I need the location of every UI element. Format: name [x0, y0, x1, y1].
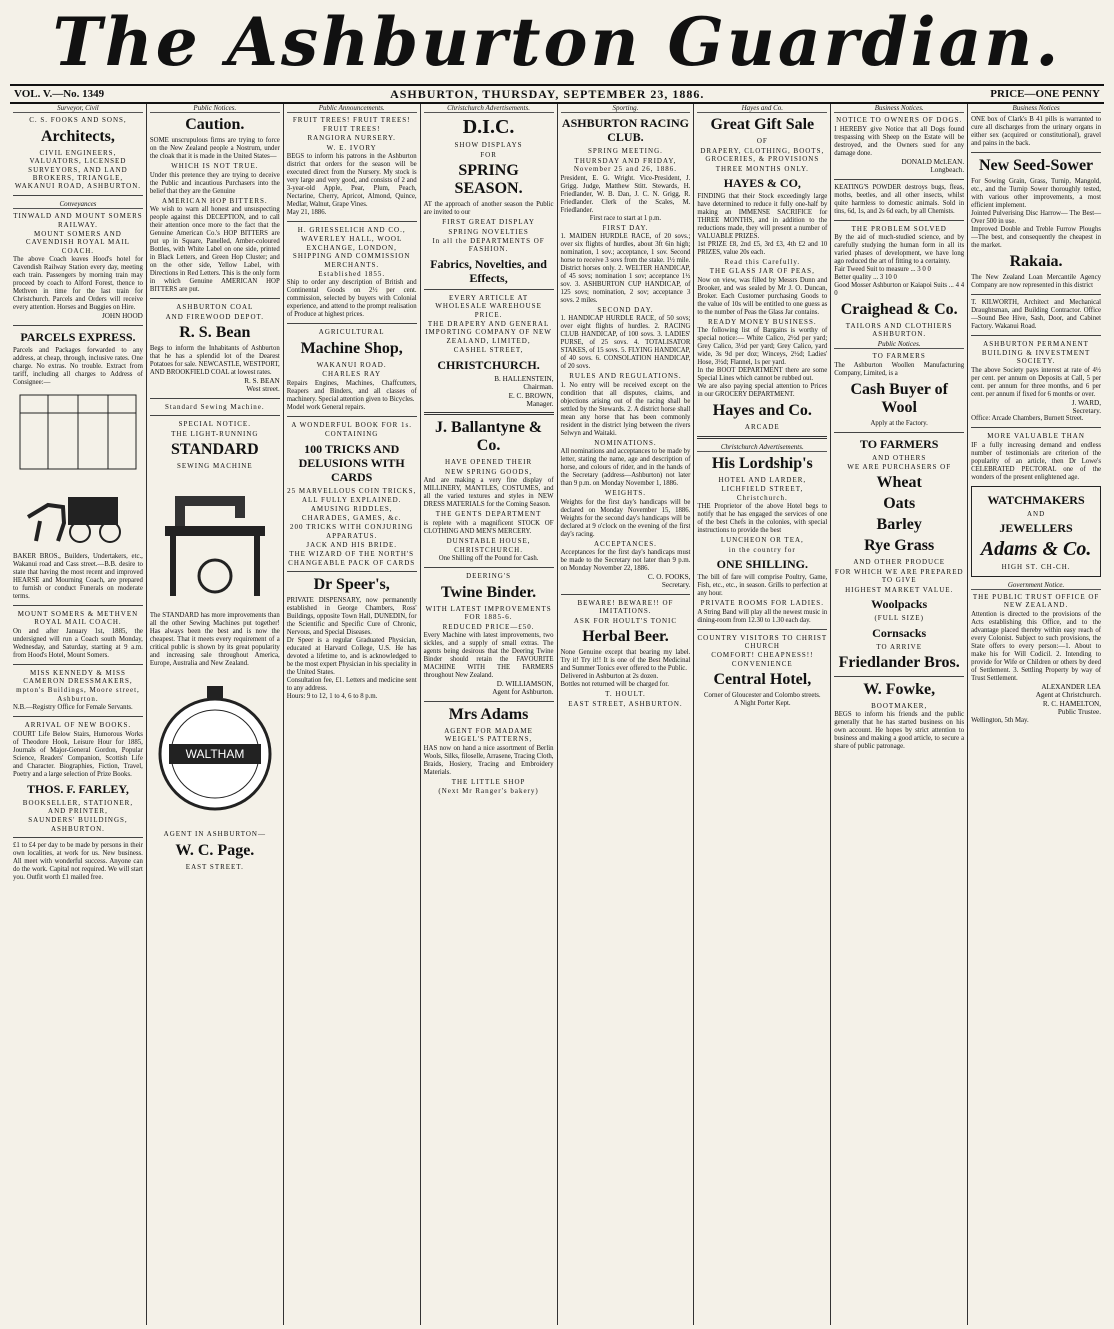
ad-subheading: FOR WHICH WE ARE PREPARED TO GIVE [834, 567, 964, 585]
ad-address: LICHFIELD STREET, Christchurch. [721, 485, 804, 502]
ad-text: is replete with a magnificent STOCK OF CLOTHING AND MEN'S MERCERY. [423, 519, 554, 535]
ad-heading: Rye Grass [864, 537, 935, 555]
ad-heading: NOTICE TO OWNERS OF DOGS. [836, 116, 963, 125]
ad-address: EAST STREET. [185, 862, 244, 871]
ad-heading: W. Fowke, [863, 680, 936, 698]
ad-subheading: RULES AND REGULATIONS. [569, 372, 682, 381]
ad-signature: C. O. FOOKS, [647, 573, 691, 582]
ad-text: AT the approach of another season the Public are invited to our [423, 201, 554, 217]
ad-text: BEGS to inform his friends and the public generally that he has started business on his own account. He hopes by strict attention to business and making a good article, to secure a share of public patronage. [834, 711, 965, 751]
ad-subheading: DRAPERY, CLOTHING, BOOTS, GROCERIES, & PROVISIONS [700, 146, 825, 164]
ad-text: HAS now on hand a nice assortment of Berlin Wools, Silks, filoselle, Arrasene, Tracing Cloth, Braids, Hosiery, Tracing and Embroidery Materials. [423, 744, 554, 776]
ad-signature: Agent for Ashburton. [492, 688, 554, 697]
ad-subheading: COMFORT! CHEAPNESS!! CONVENIENCE [711, 651, 814, 668]
ad-heading: ONE SHILLING. [716, 557, 808, 572]
ad-subheading: Established 1855. [318, 270, 386, 279]
ad-text: £1 to £4 per day to be made by persons in their own localities, at work for us. New business. All meet with wonderful success. Anyone can do the work. Capital not required. We will start you. Outfit worth £1 mailed free. [13, 842, 143, 882]
ad-address: ARCADE [744, 423, 780, 432]
column-3 [283, 104, 420, 1325]
ad-subheading: BOOTMAKER, [871, 701, 928, 710]
ad-subheading: ASK FOR HOULT'S TONIC [573, 616, 678, 625]
ad-heading: BEWARE! BEWARE!! OF IMITATIONS. [577, 598, 674, 616]
section-header: Christchurch Advertisements. [697, 443, 827, 452]
ad-heading: Craighead & Co. [840, 301, 958, 319]
ad-text: The STANDARD has more improvements than all the other Sewing Machines put together! Has always been the best and is now the cheapest. That it meets every requirement of a critical public is shown by its great popularity and increasing sale throughout America, Europe, Australia and New Zealand. [149, 612, 280, 668]
ad-text: Weights for the first day's handicaps will be declared on Monday November 15, 1886. Weights for the second day's handicaps will be declared at 9 o'clock on the evening of the first day's racing. [560, 498, 691, 538]
ad-text: COURT Life Below Stairs, Humorous Works of Theodore Hook, Leisure Hour for 1885, Journals of Major-General Gordon, Popular Science, Readers' Companion, Scottish Life and Character. Biographies, Fiction, Travel, Poetry and a large selection of Prize Books. [13, 730, 143, 778]
ad-subheading: OF [756, 137, 768, 146]
ad-text: Delivered in Ashburton at 2s dozen. [560, 673, 659, 681]
ad-address: Office: Arcade Chambers, Burnett Street. [971, 415, 1084, 423]
ad-subheading: NOMINATIONS. [594, 438, 657, 447]
ad-heading: H. GRIESSELICH AND CO., [297, 226, 406, 235]
ad-text: All nominations and acceptances to be made by letter, stating the name, age and description of horse, and colours of rider, and in the hands of the Secretary (address—Ashburton) not later than 9 p.m. on Monday November 1, 1886. [560, 448, 691, 488]
column-4 [420, 104, 557, 1325]
ad-subheading: CHARLES RAY [322, 370, 382, 379]
ad-subheading: BOOKSELLER, STATIONER, AND PRINTER, [22, 798, 134, 815]
ad-subheading: DEERING'S [466, 572, 511, 581]
ad-address: SAUNDERS' BUILDINGS, ASHBURTON. [28, 816, 128, 833]
price-line: Good Mosser Ashburton or Kaiapoi Suits ... 4 4 0 [834, 282, 965, 298]
ad-signature: D. WILLIAMSON, [496, 679, 554, 688]
ad-text: Hours: 9 to 12, 1 to 4, 6 to 8 p.m. [286, 693, 378, 701]
ad-heading: Woolpacks [871, 597, 928, 612]
ad-text: IF a fully increasing demand and endless number of testimonials are criterion of the popularity of an article, then Dr Lowe's CELEBRATED PECTORAL one of the wonders of the present enlightened age. [971, 441, 1101, 481]
ad-heading: JEWELLERS [999, 521, 1073, 536]
ad-subheading: CHRISTCHURCH. [454, 545, 523, 554]
ad-heading: Great Gift Sale [710, 116, 815, 134]
ad-subheading: AND FIREWOOD DEPOT. [165, 312, 265, 321]
ad-heading: R. S. Bean [179, 324, 251, 342]
column-6 [693, 104, 830, 1325]
ad-heading: MISS KENNEDY & MISS CAMERON DRESSMAKERS, [23, 668, 133, 685]
ad-heading: Caution. [185, 116, 245, 134]
ad-signature: R. S. BEAN [244, 377, 280, 386]
ad-heading: His Lordship's [711, 455, 813, 473]
ad-text: The above Society pays interest at rate of 4½ per cent. per annum on Deposits at Call, 5 per cent. per annum for three months, and 6 per cent. per annum if fixed for 6 months or over. [971, 366, 1101, 398]
ad-subheading: READY MONEY BUSINESS. [708, 317, 817, 326]
ad-text: Acceptances for the first day's handicaps must be made to the Secretary not later than 9 p.m. on Monday November 22, 1886. [560, 549, 691, 573]
column-5 [557, 104, 694, 1325]
ad-text: Dr Speer is a regular Graduated Physician, educated at Harvard College, U.S. He has devoted a lifetime to, and is acknowledged to be the most expert Physician in his speciality in the United States. [286, 637, 417, 677]
ad-signature: DONALD McLEAN. [901, 157, 965, 166]
ad-heading: SPECIAL NOTICE. [178, 420, 251, 429]
ad-text: The Ashburton Woollen Manufacturing Company, Limited, is a [834, 361, 965, 377]
ad-text: Bottles not returned will be charged for. [560, 681, 669, 689]
section-header: Business Notices [971, 104, 1101, 113]
ad-subheading: SPRING MEETING. [587, 147, 663, 156]
masthead-title: The Ashburton Guardian. [52, 3, 1062, 81]
ad-text: Every Machine with latest improvements, two sickles, and a supply of small extras. The agents being desirous that the Deering Twine Binder should retain the FAVOURITE MACHINE WITH THE FARMERS throughout New Zealand. [423, 631, 554, 679]
ad-subheading: JACK AND HIS BRIDE. [306, 540, 397, 549]
ad-text: PRIVATE DISPENSARY, now permanently established in George Chambers, Ross' Buildings, opposite Town Hall, DUNEDIN, for the Scientific and Specific Cure of Chronic, Nervous, and Special Diseases. [286, 597, 417, 637]
ad-subheading: ACCEPTANCES. [593, 539, 657, 548]
ad-heading: Mrs Adams [448, 705, 529, 723]
ad-text: The above Coach leaves Hood's hotel for Cavendish Railway Station every day, meeting each train. Passengers by morning train may proceed by coach to Alford Forest, thence to Methven in time for the last train for Christchurch. Parcels and Orders will receive every attention. Horses and Buggies on Hire. [13, 256, 143, 312]
ad-text: None Genuine except that bearing my label. Try it! Try it!! It is one of the Best Medicinal and Summer Tonics ever offered to the Public. [560, 649, 691, 673]
ad-subheading: EVERY ARTICLE AT WHOLESALE WAREHOUSE PRICE. [435, 293, 542, 319]
ad-subheading: MOUNT SOMERS AND CAVENDISH ROYAL MAIL COACH. [25, 230, 130, 255]
ad-text: We wish to warn all honest and unsuspecting people against this DECEPTION, and to call their attention once more to the fact that the Genuine American Co.'s HOP BITTERS are put up in Square, Panelled, Amber-coloured Bottles, with White Label on one side, printed in Black Letters, and Green Hop Cluster; and on the other side, Yellow Label, with Directions in Red Letters. This is the only form in which Genuine AMERICAN HOP BITTERS are put. [149, 206, 280, 294]
ad-heading: Rakaia. [1009, 253, 1063, 271]
ad-heading: THE PROBLEM SOLVED [851, 224, 947, 233]
ad-subheading: In all the DEPARTMENTS OF FASHION. [432, 237, 545, 254]
section-header: Business Notices. [834, 104, 964, 113]
ad-address: (Next Mr Ranger's bakery) [438, 787, 539, 795]
ad-heading: ARRIVAL OF NEW BOOKS. [24, 721, 132, 730]
ad-subheading: AGENT FOR MADAME WEIGEL'S PATTERNS, [444, 726, 533, 744]
waltham-watch-illustration [155, 674, 275, 824]
ad-subheading: REDUCED PRICE—£50. [442, 622, 535, 631]
ad-heading: Standard Sewing Machine. [165, 402, 265, 411]
section-header: Sporting. [561, 104, 691, 113]
ad-subheading: THURSDAY AND FRIDAY, November 25 and 26, 1886. [573, 156, 678, 174]
ad-text: The following list of Bargains is worthy of special notice:— White Calico, 2½d per yard; Grey Calico, 3½d per yard; Grey Calico, yard wide, 3s 9d per doz; Winceys, 2½d; Ladies' Hose, 3½d; Flannel, 1s per yard. [697, 327, 828, 367]
ad-heading: Adams & Co. [980, 538, 1092, 561]
ad-text: One Shilling off the Pound for Cash. [438, 555, 539, 563]
ad-heading: ASHBURTON COAL [176, 303, 254, 312]
ad-heading: THOS. F. FARLEY, [26, 781, 129, 796]
ad-heading: W. C. Page. [175, 841, 255, 859]
ad-signature: R. C. HAMELTON, [1042, 699, 1101, 708]
ad-heading: Dr Speer's, [313, 576, 390, 594]
ad-heading: SPRING SEASON. [454, 162, 523, 198]
section-header: Public Announcements. [287, 104, 417, 113]
ad-subheading: THE WIZARD OF THE NORTH'S CHANGEABLE PACK OF CARDS [288, 550, 416, 567]
ad-text: The New Zealand Loan Mercantile Agency Company are now represented in this district [971, 274, 1101, 290]
ad-date: May 21, 1886. [286, 209, 327, 217]
ad-heading: Cash Buyer of Wool [850, 380, 948, 416]
ad-heading: THE PUBLIC TRUST OFFICE OF NEW ZEALAND. [972, 593, 1100, 610]
ad-subheading: SEWING MACHINE [176, 462, 253, 471]
ad-heading: MORE VALUABLE THAN [987, 432, 1085, 441]
ad-heading: A WONDERFUL BOOK FOR 1s. [291, 420, 413, 429]
ad-heading: 100 TRICKS AND DELUSIONS WITH CARDS [298, 441, 405, 484]
ad-text: Parcels and Packages forwarded to any address, at cheap, through, inclusive rates. One charge. No extras. No trouble. Extract from tariff, including all charges to Address of Consignee:— [13, 346, 143, 386]
ad-text: SOME unscrupulous firms are trying to force on the New Zealand people a Nostrum, under the cloak that it is made in the United States— [149, 137, 280, 161]
ad-signature: Chairman. [523, 383, 554, 392]
ad-subheading: THE LIGHT-RUNNING [171, 429, 259, 438]
ad-subheading: AMUSING RIDDLES, CHARADES, GAMES, &c. [301, 505, 402, 522]
ad-heading: TO FARMERS [859, 436, 939, 451]
ad-text: N.B.—Registry Office for Female Servants. [13, 704, 133, 712]
ad-subheading: AND OTHERS [872, 453, 927, 462]
ad-text: Under this pretence they are trying to deceive the Public and incautious Purchasers into the belief that they are the Genuine [149, 171, 280, 195]
ad-text: The bill of fare will comprise Poultry, Game, Fish, etc., etc., in season. Grills to perfection at any hour. [697, 574, 828, 598]
ad-date: Wellington, 5th May. [971, 716, 1029, 724]
ad-subheading: COUNTRY VISITORS TO CHRIST CHURCH [697, 633, 828, 650]
ad-heading: WATCHMAKERS [987, 492, 1085, 507]
ad-subheading: WITH LATEST IMPROVEMENTS FOR 1885-6. [425, 604, 552, 622]
ad-subheading: SPRING NOVELTIES [448, 227, 529, 236]
ad-subheading: THE GENTS DEPARTMENT [435, 510, 542, 519]
ad-text: I HEREBY give Notice that all Dogs found trespassing with Sheep on the Estate will be destroyed, and the Owners sued for any damage done. [834, 125, 965, 157]
ad-signature: Secretary. [661, 581, 691, 590]
ad-subheading: HOTEL AND LARDER, [718, 476, 807, 485]
ad-text: 1. MAIDEN HURDLE RACE, of 20 sovs.; over six flights of hurdles, about 3ft 6in high; nomination, 1 sov.; acceptance, 1 sov. Second horse to receive 3 sovs from the stake. 1½ mile. District horses only. 2. WELTER HANDICAP, of 45 sovs; nomination 1 sov; acceptance 1½ sov. 3. ASHBURTON CUP HANDICAP, of 125 sovs; nomination, 2 sov; acceptance 3 sovs. 2 miles. [560, 233, 691, 305]
ad-subheading: SECOND DAY. [597, 306, 654, 315]
section-header: Government Notice. [971, 581, 1101, 590]
svg-text:WALTHAM: WALTHAM [185, 747, 245, 762]
section-header: Public Notices. [834, 340, 964, 349]
ad-heading: Friedlander Bros. [838, 653, 960, 671]
dateline [10, 84, 1104, 104]
ad-subheading: CONTAINING [324, 430, 379, 439]
ad-heading: D.I.C. [462, 116, 515, 139]
volume-number: VOL. V.—No. 1349 [14, 88, 105, 100]
ad-text: On and after January 1st, 1885, the undersigned will run a Coach south Monday, Wednesday, and Saturday, starting at 9 a.m. from Hood's Hotel, Mount Somers. [13, 627, 143, 659]
ad-signature: Public Trustee. [1057, 708, 1101, 717]
ad-text: Now on view, was filled by Messrs Dunn and Brooker, and was sealed by Mr J. O. Duncan, Broker. Each Customer purchasing Goods to the value of 10s will be entitled to one guess as to the number of Peas the Glass Jar contains. [697, 276, 828, 316]
ad-subheading: WE ARE PURCHASERS OF [847, 463, 952, 472]
ad-text: 1. HANDICAP HURDLE RACE, of 50 sovs; over eight flights of hurdles. 2. RACING CLUB HANDICAP, of 100 sovs. 3. LADIES' PURSE, of 25 sovs. 4. TOTALISATOR STAKES, of 15 sovs. 5. FLYING HANDICAP, of 40 sovs. 6. CONSOLATION HANDICAP, of 20 sovs. [560, 315, 691, 371]
column-2 [146, 104, 283, 1325]
ad-heading: TINWALD AND MOUNT SOMERS RAILWAY. [13, 212, 143, 229]
column-8 [967, 104, 1104, 1325]
ad-subheading: CASHEL STREET, [453, 346, 524, 355]
ad-subheading: THE DRAPERY AND GENERAL IMPORTING COMPANY OF NEW ZEALAND, LIMITED, [425, 320, 552, 345]
ad-signature: ALEXANDER LEA [1041, 682, 1101, 691]
ad-subheading: FIRST GREAT DISPLAY [442, 218, 535, 227]
ad-text: 1. No entry will be received except on the condition that all disputes, claims, and objections arising out of the racing shall be settled by the Stewards. 2. A district horse shall mean any horse that has been commonly resident in the district lying between the rivers Selwyn and Waitaki. [560, 381, 691, 437]
ad-firm: C. S. FOOKS AND SONS, [29, 116, 127, 125]
ad-subheading: WHICH IS NOT TRUE. [171, 162, 259, 171]
ad-text: Consultation fee, £1. Letters and medicine sent to any address. [286, 677, 417, 693]
ad-subheading: NEW SPRING GOODS, [445, 467, 533, 476]
ad-text: For Sowing Grain, Grass, Turnip, Mangold, etc., and the Turnip Sower thoroughly tested, with various other improvements, a most efficient implement. [971, 178, 1101, 210]
ad-heading: ASHBURTON RACING CLUB. [561, 116, 689, 145]
ad-subheading: SHOW DISPLAYS [454, 141, 523, 150]
ad-subheading: AGENT IN ASHBURTON— [163, 830, 266, 839]
ad-subheading: FOR [480, 150, 497, 159]
masthead [0, 0, 1114, 84]
ad-address: Corner of Gloucester and Colombo streets. [703, 692, 821, 700]
ad-subheading: HAVE OPENED THEIR [444, 458, 533, 467]
ad-subheading: DUNSTABLE HOUSE, [446, 536, 531, 545]
ad-signature: Manager. [526, 399, 554, 408]
ad-subheading: THREE MONTHS ONLY. [715, 164, 809, 173]
ad-text: ONE box of Clark's B 41 pills is warranted to cure all discharges from the urinary organs in either sex (acquired or constitutional), gravel and pains in the back. [971, 116, 1101, 148]
ad-address: HIGH ST. CH-CH. [1001, 563, 1071, 572]
ad-subheading: THE GLASS JAR OF PEAS, [709, 267, 815, 276]
ad-heading: MOUNT SOMERS & METHVEN ROYAL MAIL COACH. [17, 609, 139, 627]
ad-text: President, E. G. Wright. Vice-President, J. Grigg. Judge, Matthew Stitt. Stewards, H. Friedlander, W. B. Dan, J. C. N. Grigg, R. Friedlander. Clerk of the Scales, M. Friedlander. [560, 174, 691, 214]
ad-heading: Barley [876, 516, 922, 534]
ad-signature: Longbeach. [930, 166, 965, 175]
ad-text: 1st PRIZE £8, 2nd £5, 3rd £3, 4th £2 and 10 PRIZES, value 20s each. [697, 241, 828, 257]
ad-subheading: LUNCHEON OR TEA, [720, 536, 804, 545]
ad-subheading: WAVERLEY HALL, WOOL EXCHANGE, LONDON, SHIPPING AND COMMISSION MERCHANTS. [292, 235, 411, 269]
ad-subheading: RANGIORA NURSERY. [307, 134, 396, 143]
ad-text: And are making a very fine display of MILLINERY, MANTLES, COSTUMES, and all the varied textures and styles in NEW DRESS MATERIALS for the Coming Season. [423, 477, 554, 509]
ad-heading: J. Ballantyne & Co. [435, 419, 543, 455]
column-1 [10, 104, 146, 1325]
ad-text: We are also paying special attention to Prices in our GROCERY DEPARTMENT. [697, 383, 828, 399]
ad-subheading: mpton's Buildings, Moore street, Ashburton. [16, 686, 140, 703]
ad-subheading: THE LITTLE SHOP [451, 777, 526, 786]
ad-heading: Machine Shop, [300, 339, 403, 357]
ad-text: Improved Double and Treble Furrow Ploughs—The best, and consequently the cheapest in the market. [971, 226, 1101, 250]
ad-signature: B. HALLENSTEIN, [494, 374, 554, 383]
ad-subheading: PRIVATE ROOMS FOR LADIES. [700, 599, 824, 608]
ad-heading: STANDARD [170, 441, 259, 459]
price-line: Better quality ... 3 10 0 [834, 274, 897, 282]
ad-text: Begs to inform the Inhabitants of Ashburton that he has a splendid lot of the Dearest Potatoes for sale. NEWCASTLE, WESTPORT, AND BROOKFIELD COAL at lowest rates. [149, 345, 280, 377]
column-7 [830, 104, 967, 1325]
ad-text: Apply at the Factory. [870, 419, 928, 427]
ad-text: Repairs Engines, Machines, Chaffcutters, Reapers and Binders, and all classes of machinery. Special attention given to Bicycles. [286, 379, 417, 403]
ad-subheading: TAILORS AND CLOTHIERS ASHBURTON. [845, 322, 953, 339]
ad-text: A Night Porter Kept. [733, 700, 791, 708]
ad-heading: FRUIT TREES! FRUIT TREES! FRUIT TREES! [292, 116, 411, 133]
ad-subheading: 25 MARVELLOUS COIN TRICKS, [287, 486, 417, 495]
ad-address: EAST STREET, ASHBURTON. [568, 699, 683, 708]
ad-signature: E. C. BROWN, [508, 391, 554, 400]
ad-heading: Architects, [40, 127, 115, 145]
ad-heading: Central Hotel, [713, 671, 812, 689]
ad-subheading: Read this Carefully. [724, 258, 801, 267]
ad-subheading: FIRST DAY. [602, 223, 649, 232]
ad-text: Ship to order any description of British and Continental Goods on 2½ per cent. commission, selected by buyers with Colonial experience, and attend to the prompt realisation of Produce at highest prices. [286, 279, 417, 319]
section-header: Conveyances [13, 200, 143, 209]
issue-date: ASHBURTON, THURSDAY, SEPTEMBER 23, 1886. [390, 86, 705, 101]
ad-heading: Hayes and Co. [712, 402, 812, 420]
ad-subheading: AMERICAN HOP BITTERS. [161, 196, 268, 205]
ad-heading: Oats [883, 495, 916, 513]
columns [10, 104, 1104, 1325]
ad-heading: Herbal Beer. [582, 628, 669, 646]
ad-subheading: AND OTHER PRODUCE [853, 558, 946, 567]
ad-address: West street. [246, 385, 280, 394]
ad-heading: CHRISTCHURCH. [437, 357, 540, 372]
ad-subheading: W. E. IVORY [326, 143, 377, 152]
ad-text: By the aid of much-studied science, and by carefully studying the human form in all its varied phases of development, we have long ago reduced the art of fitting to a certainty. [834, 234, 965, 266]
ad-text: A String Band will play all the newest music in dining-room from 12.30 to 1.30 each day. [697, 608, 828, 624]
ad-heading: Wheat [876, 474, 922, 492]
ad-text: In the BOOT DEPARTMENT there are some Special Lines which cannot be rubbed out. [697, 367, 828, 383]
ad-heading: Fabrics, Novelties, and Effects, [430, 256, 547, 285]
ad-heading: ASHBURTON PERMANENT BUILDING & INVESTMENT SOCIETY. [981, 340, 1091, 366]
price: PRICE—ONE PENNY [990, 88, 1100, 100]
ad-text: Jointed Pulverising Disc Harrow— The Best—Over 500 in use. [971, 210, 1101, 226]
ad-text: Attention is directed to the provisions of the Acts establishing this Office, and to the advantage placed thereby within easy reach of every Colonist. Subject to such provisions, the State offers to every person:—1. About to make his for Will Codicil. 2. Intending to provide for Wife or Children or others by deed of Settlement. 3. Settling Property by way of Trust Settlement. [971, 610, 1101, 682]
ad-signature: J. WARD, [1071, 398, 1101, 407]
ad-subheading: AND [1026, 509, 1046, 518]
ad-text: BAKER BROS., Builders, Undertakers, etc., Wakanui road and Cass street.—B.B. desire to state that having the most recent and improved HEARSE and Mourning Coach, are prepared to furnish or conduct Funerals on moderate terms. [13, 552, 143, 600]
tariff-table-graphic [18, 393, 138, 471]
sewing-machine-illustration [155, 476, 275, 606]
section-header: Christchurch Advertisements. [424, 104, 554, 113]
section-header: Hayes and Co. [697, 104, 827, 113]
ad-text: Model work General repairs. [286, 403, 366, 411]
ad-signature: Secretary. [1072, 407, 1101, 416]
ad-subheading: TO ARRIVE [876, 642, 922, 651]
ad-subheading: HIGHEST MARKET VALUE. [845, 585, 954, 594]
ad-heading: TO FARMERS [872, 352, 926, 361]
section-header: Public Notices. [150, 104, 280, 113]
ad-subheading: CIVIL ENGINEERS, VALUATORS, LICENSED SURVEYORS, AND LAND BROKERS, TRIANGLE, WAKANUI ROAD, ASHBURTON. [14, 148, 141, 191]
ad-subheading: (FULL SIZE) [874, 614, 924, 623]
ad-subheading: AGRICULTURAL [318, 328, 385, 337]
ad-signature: JOHN HOOD [101, 312, 143, 321]
ad-text: BEGS to inform his patrons in the Ashburton district that orders for the season will be executed direct from the Nursery. My stock is very large and very good, and consists of 2 and 3-year-old Apple, Pear, Plum, Peach, Nectarine, Cherry, Apricot, Almond, Quince, Medlar, Walnut, Grape Vines. [286, 153, 417, 209]
ad-subheading: T. HOULT. [605, 690, 646, 699]
ad-heading: Cornsacks [872, 625, 927, 640]
ad-text: First race to start at 1 p.m. [589, 214, 662, 222]
ad-text: T. KILWORTH, Architect and Mechanical Draughtsman, and Building Contractor. Office—Sound Bee Hive, Sash, Door, and Cabinet Factory. Wakanui Road. [971, 299, 1101, 331]
ad-subheading: ALL FULLY EXPLAINED. [301, 495, 402, 504]
ad-text: THE Proprietor of the above Hotel begs to notify that he has engaged the services of one of the best Chefs in the colonies, with special instructions to provide the best [697, 503, 828, 535]
ad-text: FINDING that their Stock exceedingly large have determined to reduce it fully one-half by making an IMMENSE SACRIFICE for THREE MONTHS, and in addition to the reductions made, they will present a number of VALUABLE PRIZES. [697, 193, 828, 241]
horse-hearse-illustration [18, 477, 138, 547]
ad-subheading: WEIGHTS. [604, 489, 647, 498]
ad-subheading: in the country for [728, 545, 796, 554]
section-header: Surveyor, Civil [13, 104, 143, 113]
ad-text: KEATING'S POWDER destroys bugs, fleas, moths, beetles, and all other insects, whilst quite harmless to domestic animals. Sold in tins, 6d, 1s, and 2s 6d each, by all Chemists. [834, 183, 965, 215]
adams-jewellers-ad [971, 486, 1101, 577]
price-line: Fair Tweed Suit to measure ... 3 0 0 [834, 266, 931, 274]
ad-subheading: 200 TRICKS WITH CONJURING APPARATUS. [290, 523, 414, 540]
ad-heading: New Seed-Sower [978, 157, 1094, 175]
ad-heading: PARCELS EXPRESS. [20, 329, 136, 344]
ad-subheading: WAKANUI ROAD. [316, 360, 387, 369]
ad-signature: Agent at Christchurch. [1035, 691, 1101, 700]
ad-heading: HAYES & CO, [723, 176, 801, 191]
ad-heading: Twine Binder. [440, 583, 537, 601]
